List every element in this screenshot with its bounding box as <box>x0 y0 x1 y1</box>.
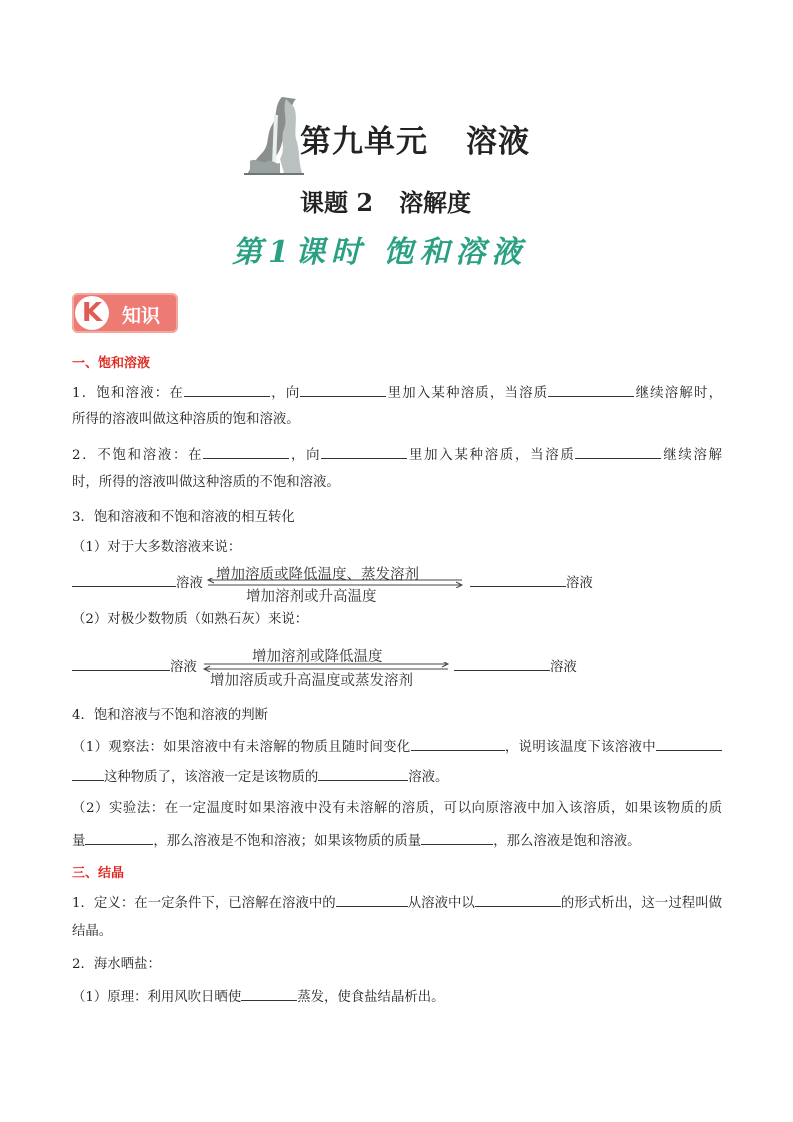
q4-experiment-line2: 量 ，那么溶液是不饱和溶液；如果该物质的质量 ，那么溶液是饱和溶液。 <box>72 830 641 852</box>
blank[interactable] <box>575 444 661 459</box>
blank[interactable] <box>321 444 407 459</box>
q4-observe-line1: （1）观察法：如果溶液中有未溶解的物质且随时间变化 ，说明该温度下该溶液中 <box>72 736 722 758</box>
q2-line1: 2．不饱和溶液：在 ，向 里加入某种溶质，当溶质 继续溶解 <box>72 444 722 466</box>
blank[interactable] <box>72 656 170 671</box>
blank[interactable] <box>85 830 153 845</box>
conv2-top-label: 增加溶剂或降低温度 <box>252 649 383 665</box>
q4-title: 4．饱和溶液与不饱和溶液的判断 <box>72 708 268 723</box>
conv1-top-label: 增加溶质或降低温度、蒸发溶剂 <box>216 567 419 583</box>
blank[interactable] <box>475 892 561 907</box>
q4-observe-line2: 这种物质了，该溶液一定是该物质的 溶液。 <box>72 766 448 788</box>
q4-experiment-line1: （2）实验法：在一定温度时如果溶液中没有未溶解的溶质，可以向原溶液中加入该溶质，如果该物质的质 <box>72 801 722 816</box>
blank[interactable] <box>203 444 289 459</box>
sea-salt-principle: （1）原理：利用风吹日晒使 蒸发，使食盐结晶析出。 <box>72 986 445 1008</box>
conv1-bottom-label: 增加溶剂或升高温度 <box>246 589 377 605</box>
lesson-title: 第1课时 饱和溶液 <box>232 235 528 270</box>
unit-title: 第九单元 溶液 <box>300 124 530 160</box>
q2-line2: 时，所得的溶液叫做这种溶质的不饱和溶液。 <box>72 475 340 490</box>
blank[interactable] <box>300 382 386 397</box>
knowledge-badge <box>72 293 178 333</box>
q3-title: 3．饱和溶液和不饱和溶液的相互转化 <box>72 510 295 525</box>
conv1-left: 溶液 <box>72 572 203 594</box>
conv2-bottom-label: 增加溶质或升高温度或蒸发溶剂 <box>210 673 413 689</box>
badge-label: 知识 <box>122 305 161 327</box>
k-letter-icon: K <box>75 296 109 330</box>
section-crystallization: 三、结晶 <box>72 866 125 881</box>
q3-p2: （2）对极少数物质（如熟石灰）来说： <box>72 612 309 627</box>
blank[interactable] <box>411 736 505 751</box>
conv2-left: 溶液 <box>72 656 197 678</box>
waterfall-logo-icon <box>244 95 304 175</box>
sea-salt-title: 2．海水晒盐： <box>72 957 161 972</box>
blank[interactable] <box>72 572 176 587</box>
blank[interactable] <box>184 382 270 397</box>
cryst-def-line1: 1．定义：在一定条件下，已溶解在溶液中的 从溶液中以 的形式析出，这一过程叫做 <box>72 892 722 914</box>
topic-title: 课题 2 溶解度 <box>300 188 472 217</box>
q1-line2: 所得的溶液叫做这种溶质的饱和溶液。 <box>72 412 300 427</box>
blank[interactable] <box>454 656 550 671</box>
blank[interactable] <box>241 986 297 1001</box>
conv2-right: 溶液 <box>454 656 577 678</box>
blank[interactable] <box>470 572 566 587</box>
q3-p1: （1）对于大多数溶液来说： <box>72 540 242 555</box>
section-saturated-solution: 一、饱和溶液 <box>72 356 151 371</box>
blank[interactable] <box>421 830 493 845</box>
blank[interactable] <box>656 736 722 751</box>
blank[interactable] <box>336 892 408 907</box>
q1-line1: 1．饱和溶液：在 ，向 里加入某种溶质，当溶质 继续溶解时， <box>72 382 722 404</box>
blank[interactable] <box>548 382 634 397</box>
conv1-right: 溶液 <box>470 572 593 594</box>
cryst-def-line2: 结晶。 <box>72 924 113 939</box>
blank[interactable] <box>72 766 104 781</box>
blank[interactable] <box>318 766 408 781</box>
